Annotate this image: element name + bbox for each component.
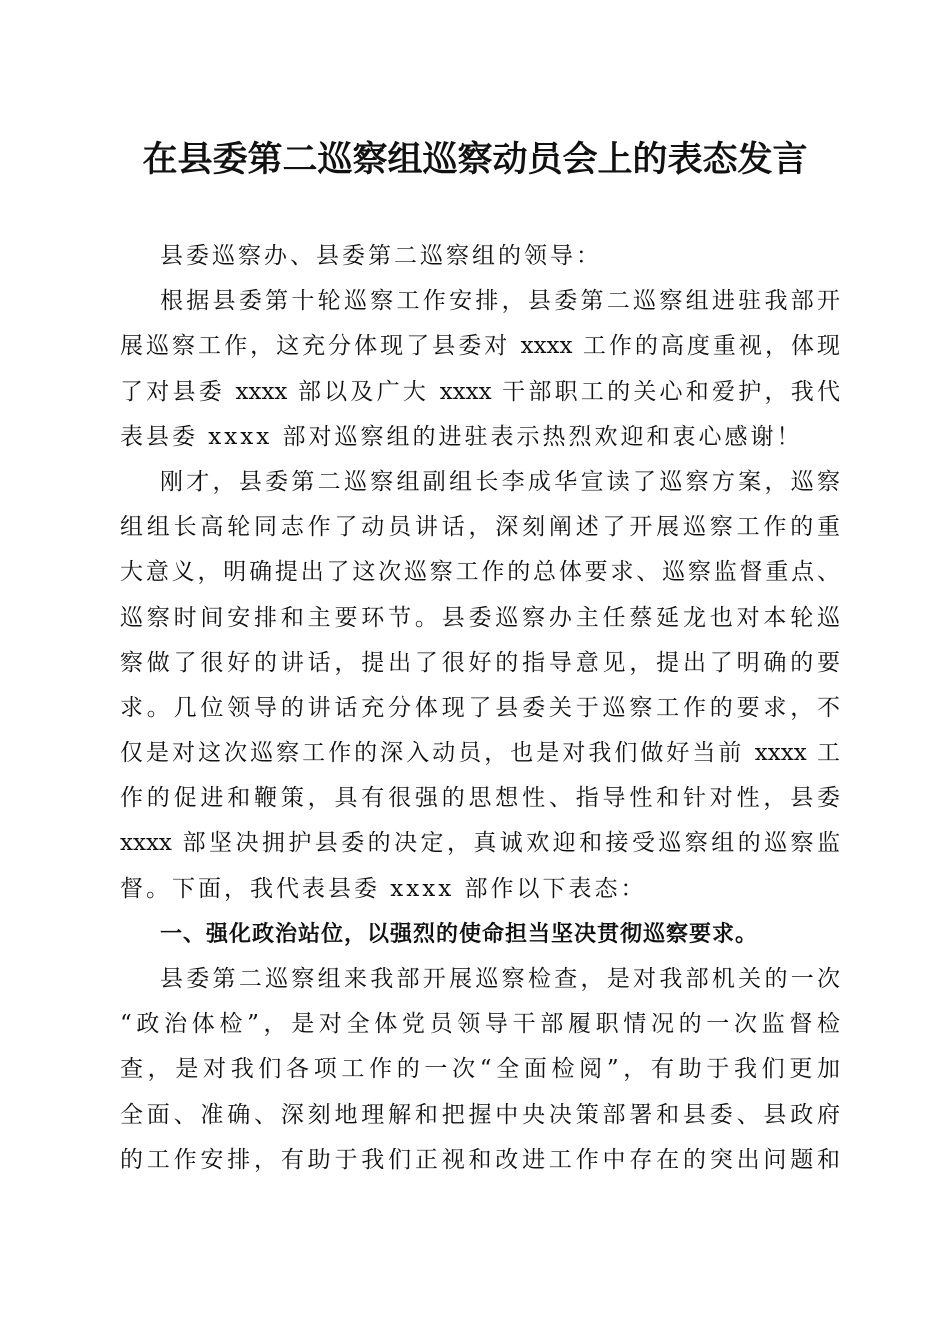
paragraph-line: 督。下面，我代表县委 xxxx 部作以下表态： [120, 875, 647, 902]
paragraph-line: 了对县委 xxxx 部以及广大 xxxx 干部职工的关心和爱护，我代 [120, 378, 840, 405]
paragraph-line: 察做了很好的讲话，提出了很好的指导意见，提出了明确的要 [120, 649, 840, 676]
paragraph-line: 大意义，明确提出了这次巡察工作的总体要求、巡察监督重点、 [120, 559, 840, 586]
paragraph-line: 的工作安排，有助于我们正视和改进工作中存在的突出问题和 [120, 1146, 840, 1173]
salutation-line: 县委巡察办、县委第二巡察组的领导： [160, 243, 602, 269]
paragraph-line: 全面、准确、深刻地理解和把握中央决策部署和县委、县政府 [120, 1101, 840, 1128]
document-title: 在县委第二巡察组巡察动员会上的表态发言 [142, 139, 808, 180]
paragraph-line: 组组长高轮同志作了动员讲话，深刻阐述了开展巡察工作的重 [120, 514, 840, 541]
paragraph-line: 巡察时间安排和主要环节。县委巡察办主任蔡延龙也对本轮巡 [120, 604, 840, 631]
paragraph-line: 仅是对这次巡察工作的深入动员，也是对我们做好当前 xxxx 工 [120, 740, 840, 767]
document-body [120, 234, 840, 1183]
paragraph-line: 县委第二巡察组来我部开展巡察检查，是对我部机关的一次 [160, 966, 840, 992]
paragraph-line: 刚才，县委第二巡察组副组长李成华宣读了巡察方案，巡察 [160, 468, 840, 495]
paragraph-line: 展巡察工作，这充分体现了县委对 xxxx 工作的高度重视，体现 [120, 333, 840, 360]
paragraph-line: 表县委 xxxx 部对巡察组的进驻表示热烈欢迎和衷心感谢！ [120, 423, 803, 450]
paragraph-line: 根据县委第十轮巡察工作安排，县委第二巡察组进驻我部开 [160, 288, 840, 315]
paragraph-line: 求。几位领导的讲话充分体现了县委关于巡察工作的要求，不 [120, 694, 840, 721]
paragraph-line: 查，是对我们各项工作的一次“全面检阅”，有助于我们更加 [120, 1056, 840, 1083]
paragraph-line: “政治体检”，是对全体党员领导干部履职情况的一次监督检 [120, 1011, 840, 1038]
section-heading: 一、强化政治站位，以强烈的使命担当坚决贯彻巡察要求。 [160, 921, 759, 947]
paragraph-line: 作的促进和鞭策，具有很强的思想性、指导性和针对性，县委 [120, 785, 840, 812]
paragraph-line: xxxx 部坚决拥护县委的决定，真诚欢迎和接受巡察组的巡察监 [120, 830, 840, 857]
